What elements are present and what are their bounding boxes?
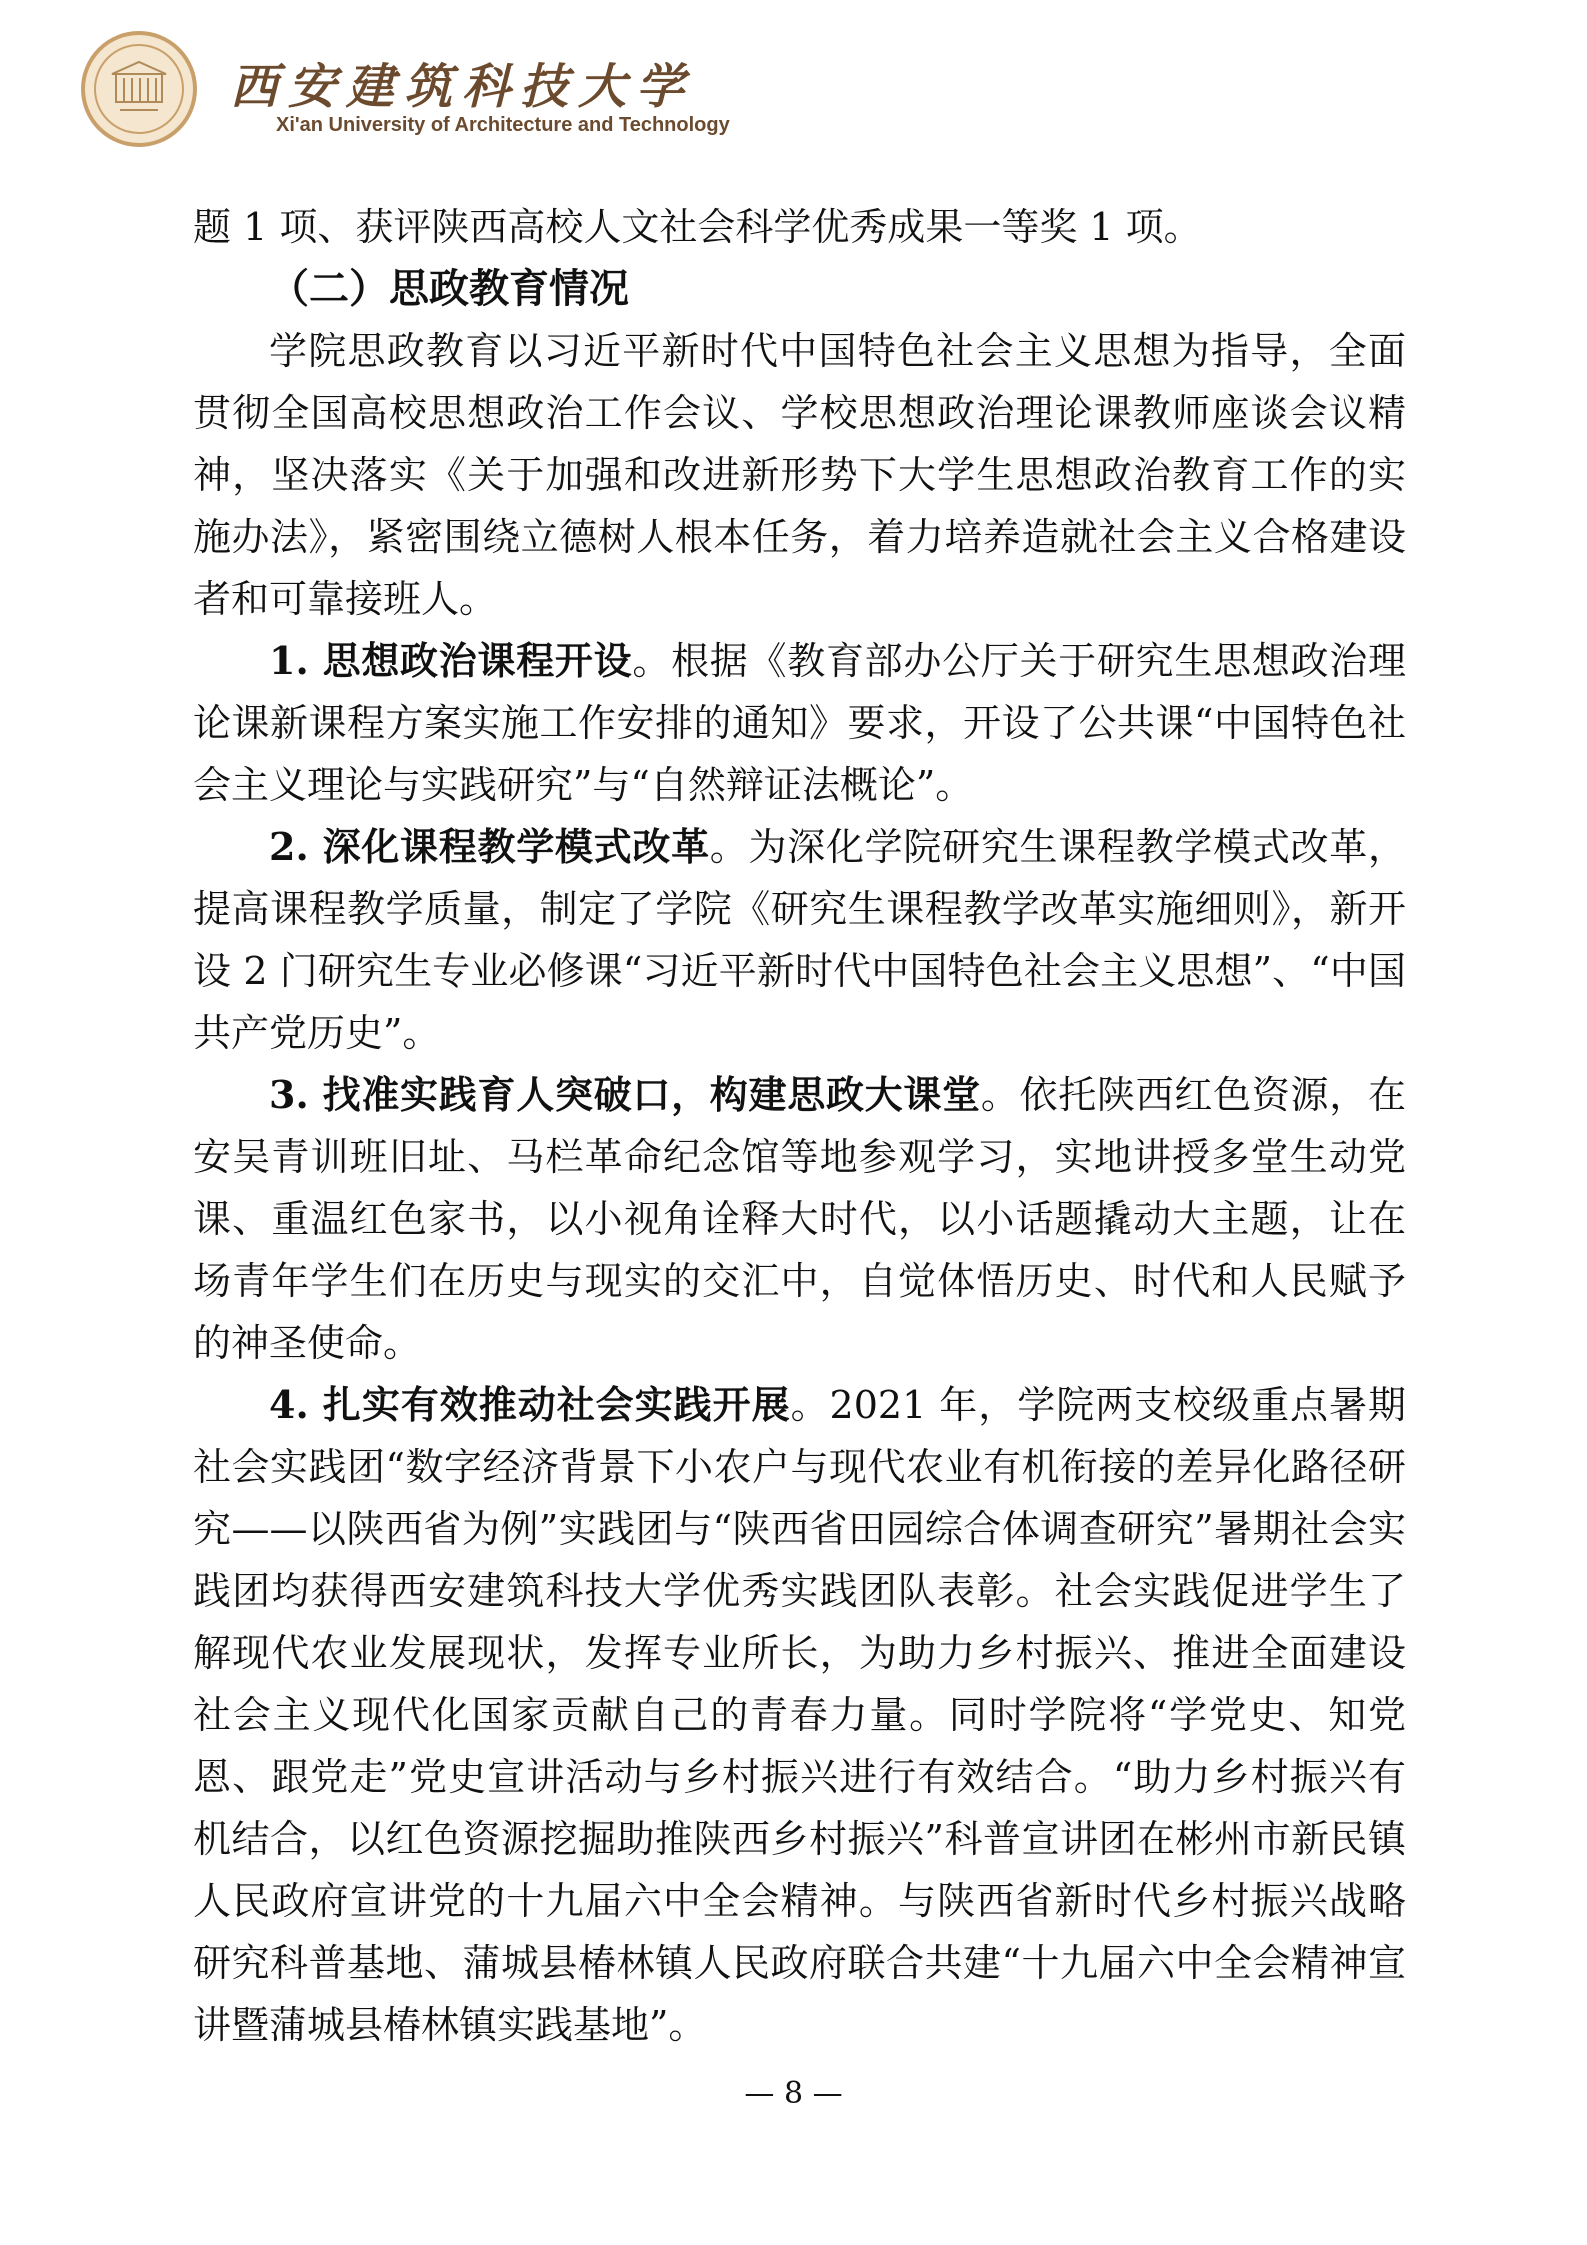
item-lead: 2. 深化课程教学模式改革 <box>269 824 710 869</box>
item-lead: 4. 扎实有效推动社会实践开展 <box>269 1382 791 1427</box>
university-name-cn: 西安建筑科技大学 <box>230 59 695 115</box>
section-heading: （二）思政教育情况 <box>269 265 629 312</box>
item-paragraph <box>193 1374 1406 2056</box>
page-header <box>80 30 780 150</box>
intro-paragraph: 学院思政教育以习近平新时代中国特色社会主义思想为指导，全面贯彻全国高校思想政治工作会议、学校思想政治理论课教师座谈会议精神，坚决落实《关于加强和改进新形势下大学生思想政治教育工作的实施办法》，紧密围绕立德树人根本任务，着力培养造就社会主义合格建设者和可靠接班人。 <box>193 329 1406 621</box>
university-seal-icon <box>80 30 198 148</box>
continuation-paragraph: 题 1 项、获评陕西高校人文社会科学优秀成果一等奖 1 项。 <box>193 205 1202 249</box>
page-number: — 8 — <box>744 2076 843 2111</box>
item-text: 。2021 年，学院两支校级重点暑期社会实践团“数字经济背景下小农户与现代农业有机衔接的差异化路径研究——以陕西省为例”实践团与“陕西省田园综合体调查研究”暑期社会实践团均获得西安建筑科技大学优秀实践团队表彰。社会实践促进学生了解现代农业发展现状，发挥专业所长，为助力乡村振兴、推进全面建设社会主义现代化国家贡献自己的青春力量。同时学院将“学党史、知党恩、跟党走”党史宣讲活动与乡村振兴进行有效结合。“助力乡村振兴有机结合，以红色资源挖掘助推陕西乡村振兴”科普宣讲团在彬州市新民镇人民政府宣讲党的十九届六中全会精神。与陕西省新时代乡村振兴战略研究科普基地、蒲城县椿林镇人民政府联合共建“十九届六中全会精神宣讲暨蒲城县椿林镇实践基地”。 <box>193 1383 1406 2047</box>
item-lead: 3. 找准实践育人突破口，构建思政大课堂 <box>269 1072 981 1117</box>
item-text: 。根据《教育部办公厅关于研究生思想政治理论课新课程方案实施工作安排的通知》要求，开设了公共课“中国特色社会主义理论与实践研究”与“自然辩证法概论”。 <box>193 639 1406 807</box>
item-text: 。为深化学院研究生课程教学模式改革，提高课程教学质量，制定了学院《研究生课程教学改革实施细则》，新开设 2 门研究生专业必修课“习近平新时代中国特色社会主义思想”、“中国共产党历史”。 <box>193 825 1406 1055</box>
document-body <box>193 196 1406 2056</box>
item-paragraph <box>193 1064 1406 1374</box>
university-name-en: Xi'an University of Architecture and Technology <box>276 114 730 136</box>
item-paragraph <box>193 630 1406 816</box>
item-text: 。依托陕西红色资源，在安吴青训班旧址、马栏革命纪念馆等地参观学习，实地讲授多堂生动党课、重温红色家书，以小视角诠释大时代，以小话题撬动大主题，让在场青年学生们在历史与现实的交汇中，自觉体悟历史、时代和人民赋予的神圣使命。 <box>193 1073 1406 1365</box>
item-paragraph <box>193 816 1406 1064</box>
item-lead: 1. 思想政治课程开设 <box>269 638 633 683</box>
